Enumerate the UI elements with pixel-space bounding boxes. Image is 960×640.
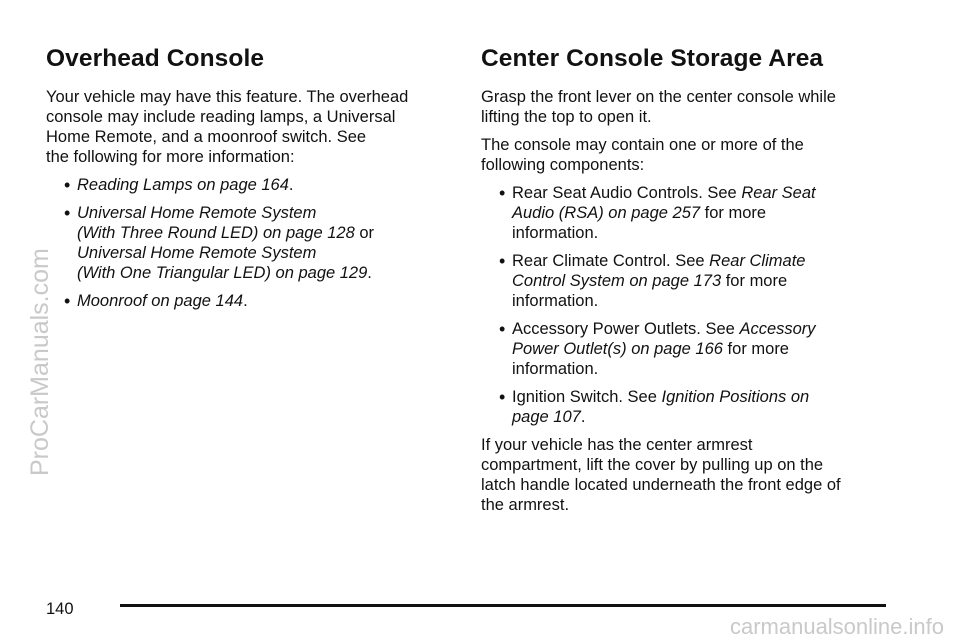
list-item — [481, 387, 901, 427]
center-console-para-3 — [481, 435, 901, 515]
list-item — [481, 319, 901, 379]
list-item — [46, 291, 446, 311]
accessory-power-outlet-link[interactable]: Accessory — [739, 320, 816, 338]
bullet-tail: for more — [722, 340, 789, 358]
para-line: If your vehicle has the center armrest — [481, 436, 753, 454]
link-line: (With Three Round LED) on page 128 — [77, 224, 355, 242]
center-console-para-2 — [481, 135, 901, 175]
center-console-heading: Center Console Storage Area — [481, 45, 824, 72]
reading-lamps-link[interactable]: Reading Lamps on page 164 — [77, 176, 289, 194]
link-line: (With One Triangular LED) on page 129 — [77, 264, 368, 282]
bullet-icon: • — [64, 291, 71, 311]
ignition-positions-link[interactable]: page 107 — [512, 408, 581, 426]
bullet-tail: for more — [700, 204, 767, 222]
para-line: The console may contain one or more of the — [481, 136, 804, 154]
para-line: following components: — [481, 156, 645, 174]
overhead-console-list — [46, 175, 446, 311]
rear-seat-audio-link[interactable]: Audio (RSA) on page 257 — [512, 204, 701, 222]
rear-seat-audio-link[interactable]: Rear Seat — [741, 184, 816, 202]
accessory-power-outlet-link[interactable]: Power Outlet(s) on page 166 — [512, 340, 723, 358]
ignition-positions-link[interactable]: Ignition Positions on — [661, 388, 810, 406]
bullet-tail: . — [243, 292, 248, 310]
watermark-text: ProCarManuals.com — [26, 248, 54, 476]
para-line: Grasp the front lever on the center console while — [481, 88, 836, 106]
center-console-para-1 — [481, 87, 901, 127]
bullet-tail: information. — [512, 360, 599, 378]
universal-home-remote-three-led-link[interactable] — [77, 203, 446, 243]
intro-line: console may include reading lamps, a Universal — [46, 108, 396, 126]
bullet-text: Rear Seat Audio Controls. See — [512, 184, 742, 202]
footer-site-watermark: carmanualsonline.info — [729, 614, 944, 639]
overhead-console-intro — [46, 87, 446, 167]
list-item — [481, 251, 901, 311]
universal-home-remote-triangular-led-link[interactable] — [77, 243, 446, 283]
connector-text: or — [354, 224, 375, 242]
link-line: Universal Home Remote System — [77, 244, 317, 262]
rear-climate-control-link[interactable]: Rear Climate — [709, 252, 806, 270]
bullet-icon: • — [499, 387, 506, 407]
intro-line: the following for more information: — [46, 148, 295, 166]
link-line: Universal Home Remote System — [77, 204, 317, 222]
bullet-icon: • — [64, 175, 71, 195]
rear-climate-control-link[interactable]: Control System on page 173 — [512, 272, 722, 290]
para-line: compartment, lift the cover by pulling up on the — [481, 456, 824, 474]
footer-rule — [120, 604, 886, 607]
bullet-tail: . — [580, 408, 586, 426]
bullet-tail: for more — [721, 272, 788, 290]
center-console-list — [481, 183, 901, 427]
list-item — [46, 203, 446, 283]
page-number: 140 — [46, 600, 74, 618]
para-line: the armrest. — [481, 496, 570, 514]
para-line: latch handle located underneath the front edge of — [481, 476, 841, 494]
bullet-text: Ignition Switch. See — [512, 388, 662, 406]
bullet-icon: • — [499, 183, 506, 203]
bullet-tail: . — [367, 264, 372, 282]
bullet-icon: • — [64, 203, 71, 223]
moonroof-link[interactable]: Moonroof on page 144 — [77, 292, 244, 310]
left-column — [46, 44, 446, 319]
right-column — [481, 44, 901, 523]
intro-line: Your vehicle may have this feature. The overhead — [46, 88, 409, 106]
para-line: lifting the top to open it. — [481, 108, 652, 126]
bullet-icon: • — [499, 319, 506, 339]
bullet-tail: information. — [512, 224, 599, 242]
overhead-console-heading: Overhead Console — [46, 45, 265, 72]
bullet-tail: information. — [512, 292, 599, 310]
list-item — [46, 175, 446, 195]
bullet-text: Accessory Power Outlets. See — [512, 320, 740, 338]
bullet-text: Rear Climate Control. See — [512, 252, 710, 270]
list-item — [481, 183, 901, 243]
bullet-icon: • — [499, 251, 506, 271]
bullet-tail: . — [288, 176, 294, 194]
intro-line: Home Remote, and a moonroof switch. See — [46, 128, 367, 146]
